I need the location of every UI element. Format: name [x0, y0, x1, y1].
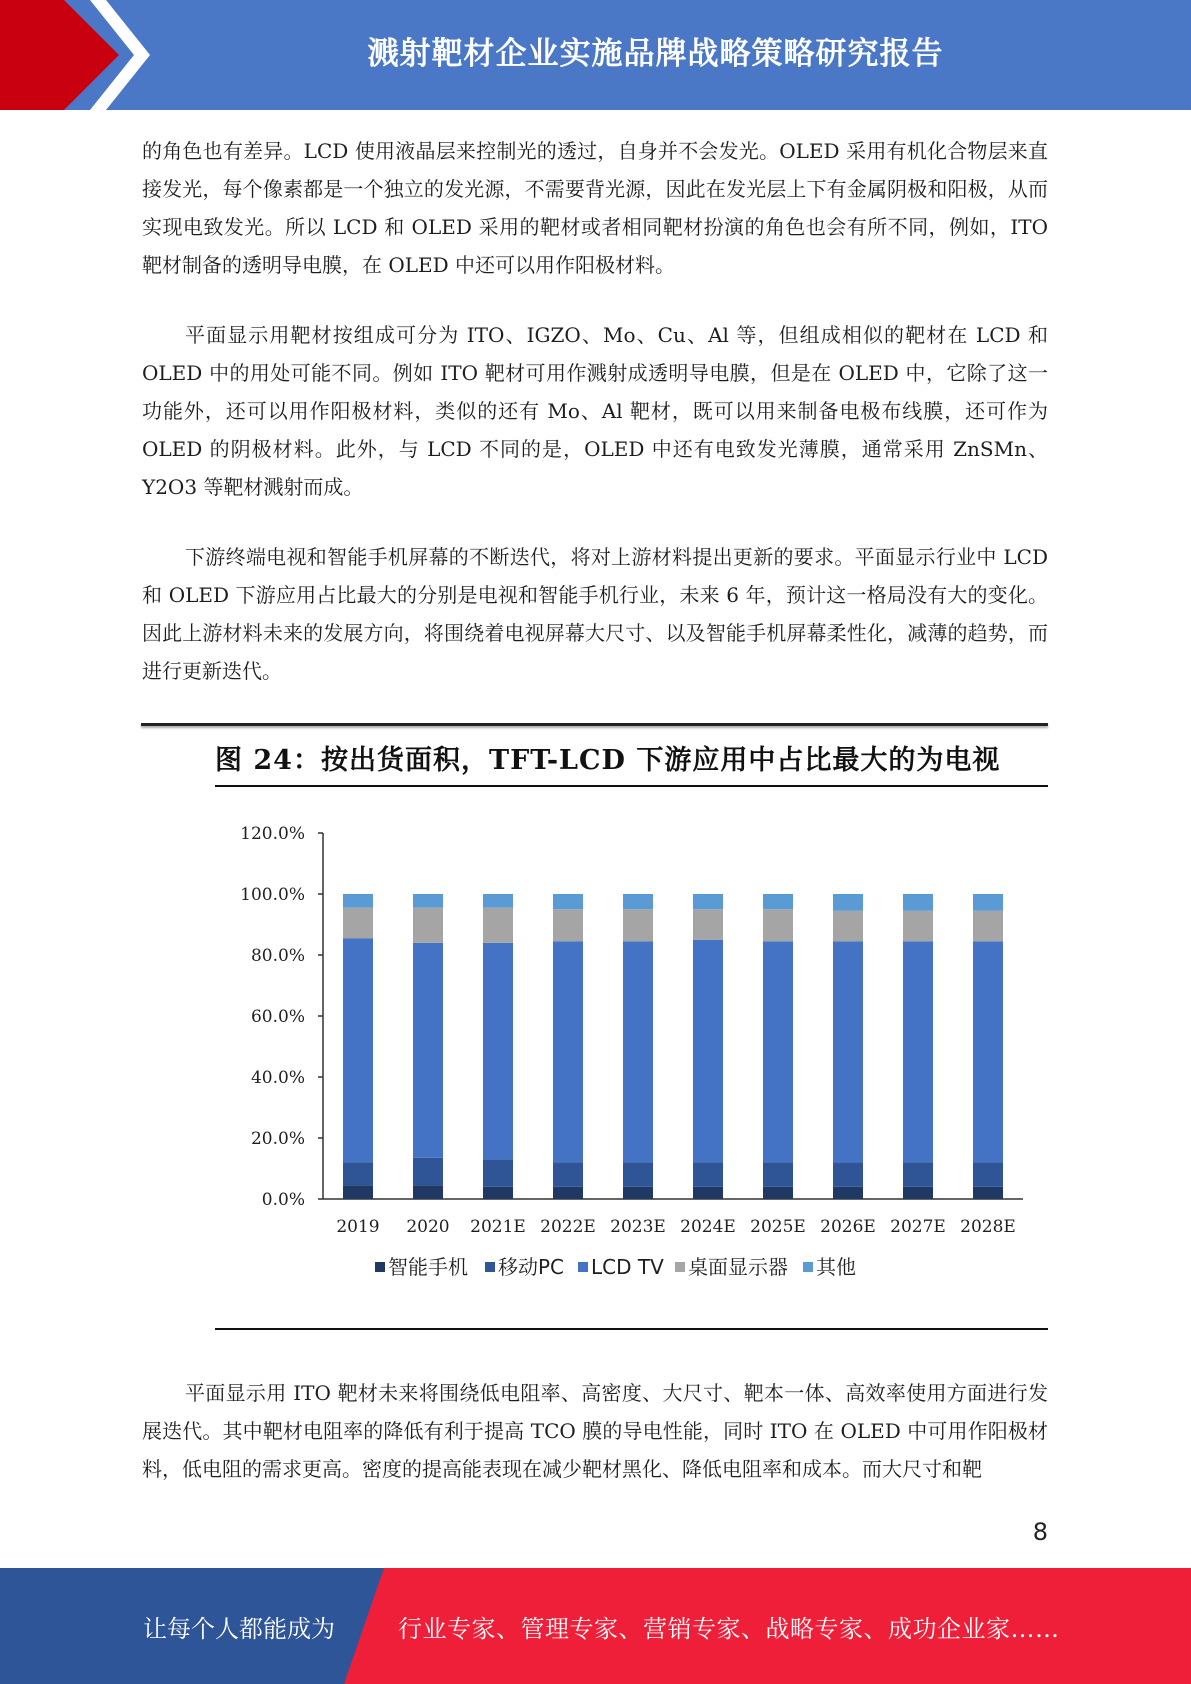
bar-segment	[553, 1162, 583, 1186]
bar-segment	[693, 1162, 723, 1186]
stacked-bar-chart	[215, 800, 1045, 1320]
figure-title-rule	[215, 785, 1048, 787]
bar-segment	[973, 941, 1003, 1162]
bar-segment	[553, 894, 583, 909]
bar-segment	[623, 894, 653, 909]
x-tick-label: 2023E	[610, 1217, 666, 1237]
bar-segment	[413, 1185, 443, 1199]
legend-label: 桌面显示器	[688, 1255, 788, 1279]
y-tick-label: 0.0%	[261, 1190, 305, 1210]
bar-segment	[693, 894, 723, 909]
legend-swatch	[803, 1262, 813, 1272]
legend-swatch	[578, 1262, 588, 1272]
bar-segment	[483, 1187, 513, 1199]
bar-segment	[413, 908, 443, 943]
y-tick-label: 20.0%	[250, 1129, 305, 1149]
x-tick-label: 2027E	[890, 1217, 946, 1237]
paragraph-3: 下游终端电视和智能手机屏幕的不断迭代，将对上游材料提出更新的要求。平面显示行业中 LCD 和 OLED 下游应用占比最大的分别是电视和智能手机行业，未来 6 年，预计这一格局没有大的变化。因此上游材料未来的发展方向，将围绕着电视屏幕大尺寸、以及智能手机屏幕柔性化，减薄的趋势，而进行更新迭代。	[142, 545, 1048, 683]
bar-segment	[833, 894, 863, 911]
x-tick-label: 2021E	[470, 1217, 526, 1237]
bar-segment	[973, 1187, 1003, 1199]
bar-segment	[413, 894, 443, 908]
bar-segment	[973, 911, 1003, 942]
bar-segment	[693, 1187, 723, 1199]
bar-segment	[343, 1185, 373, 1199]
bar-segment	[483, 894, 513, 908]
bar-segment	[833, 1187, 863, 1199]
y-tick-label: 60.0%	[250, 1007, 305, 1027]
x-tick-label: 2020	[406, 1217, 450, 1237]
y-tick-label: 40.0%	[250, 1068, 305, 1088]
bar-segment	[413, 1158, 443, 1185]
page-number: 8	[1032, 1518, 1048, 1546]
bar-segment	[763, 941, 793, 1162]
bar-segment	[623, 909, 653, 941]
legend-label: 移动PC	[498, 1255, 565, 1279]
x-tick-label: 2028E	[960, 1217, 1016, 1237]
bar-segment	[973, 894, 1003, 911]
bar-segment	[483, 908, 513, 943]
page-header	[0, 0, 1191, 110]
legend-label: 其他	[816, 1255, 856, 1279]
figure-title: 图 24：按出货面积，TFT-LCD 下游应用中占比最大的为电视	[215, 745, 1001, 776]
y-tick-label: 80.0%	[250, 946, 305, 966]
bar-segment	[903, 911, 933, 942]
legend-label: LCD TV	[591, 1255, 664, 1279]
bar-segment	[903, 894, 933, 911]
bar-segment	[903, 1162, 933, 1186]
figure-bottom-rule	[215, 1328, 1048, 1330]
paragraph-4: 平面显示用 ITO 靶材未来将围绕低电阻率、高密度、大尺寸、靶本一体、高效率使用方面进行发展迭代。其中靶材电阻率的降低有利于提高 TCO 膜的导电性能，同时 ITO 在 OLED 中可用作阳极材料，低电阻的需求更高。密度的提高能表现在减少靶材黑化、降低电阻率和成本。而大尺寸和靶	[142, 1381, 1048, 1481]
legend-swatch	[375, 1262, 385, 1272]
report-title: 溅射靶材企业实施品牌战略策略研究报告	[367, 35, 944, 72]
paragraph-2: 平面显示用靶材按组成可分为 ITO、IGZO、Mo、Cu、Al 等，但组成相似的靶材在 LCD 和 OLED 中的用处可能不同。例如 ITO 靶材可用作溅射成透明导电膜，但是在 OLED 中，它除了这一功能外，还可以用作阳极材料，类似的还有 Mo、Al 靶材，既可以用来制备电极布线膜，还可作为 OLED 的阴极材料。此外，与 LCD 不同的是，OLED 中还有电致发光薄膜，通常采用 ZnSMn、Y2O3 等靶材溅射而成。	[142, 323, 1048, 499]
bar-segment	[903, 941, 933, 1162]
bar-segment	[833, 1162, 863, 1186]
x-tick-label: 2026E	[820, 1217, 876, 1237]
x-tick-label: 2019	[336, 1217, 380, 1237]
bar-segment	[623, 1187, 653, 1199]
bar-segment	[343, 938, 373, 1162]
bar-segment	[343, 908, 373, 939]
x-tick-label: 2025E	[750, 1217, 806, 1237]
y-tick-label: 100.0%	[240, 885, 305, 905]
bar-segment	[763, 1162, 793, 1186]
bar-segment	[343, 894, 373, 908]
bar-segment	[833, 941, 863, 1162]
footer-slogan-left: 让每个人都能成为	[143, 1614, 335, 1643]
header-arrow-decoration	[0, 0, 160, 110]
bar-segment	[763, 909, 793, 941]
bar-segment	[343, 1162, 373, 1185]
legend-label: 智能手机	[388, 1255, 468, 1279]
bar-segment	[833, 911, 863, 942]
page-footer	[0, 1568, 1191, 1684]
bar-segment	[763, 894, 793, 909]
bar-segment	[693, 909, 723, 940]
bar-segment	[763, 1187, 793, 1199]
bar-segment	[483, 1159, 513, 1186]
bar-segment	[483, 943, 513, 1160]
paragraph-1: 的角色也有差异。LCD 使用液晶层来控制光的透过，自身并不会发光。OLED 采用有机化合物层来直接发光，每个像素都是一个独立的发光源，不需要背光源，因此在发光层上下有金属阴极和阳极，从而实现电致发光。所以 LCD 和 OLED 采用的靶材或者相同靶材扮演的角色也会有所不同，例如，ITO 靶材制备的透明导电膜，在 OLED 中还可以用作阳极材料。	[142, 139, 1048, 277]
bar-segment	[553, 1187, 583, 1199]
x-tick-label: 2024E	[680, 1217, 736, 1237]
bar-segment	[413, 943, 443, 1158]
figure-top-rule	[141, 723, 1048, 726]
footer-slogan-right: 行业专家、管理专家、营销专家、战略专家、成功企业家……	[398, 1614, 1060, 1643]
bar-segment	[973, 1162, 1003, 1186]
bar-segment	[623, 1162, 653, 1186]
y-tick-label: 120.0%	[240, 824, 305, 844]
x-tick-label: 2022E	[540, 1217, 596, 1237]
bar-segment	[553, 941, 583, 1162]
bar-segment	[693, 940, 723, 1163]
bar-segment	[903, 1187, 933, 1199]
bar-segment	[623, 941, 653, 1162]
bar-segment	[553, 909, 583, 941]
legend-swatch	[485, 1262, 495, 1272]
legend-swatch	[675, 1262, 685, 1272]
